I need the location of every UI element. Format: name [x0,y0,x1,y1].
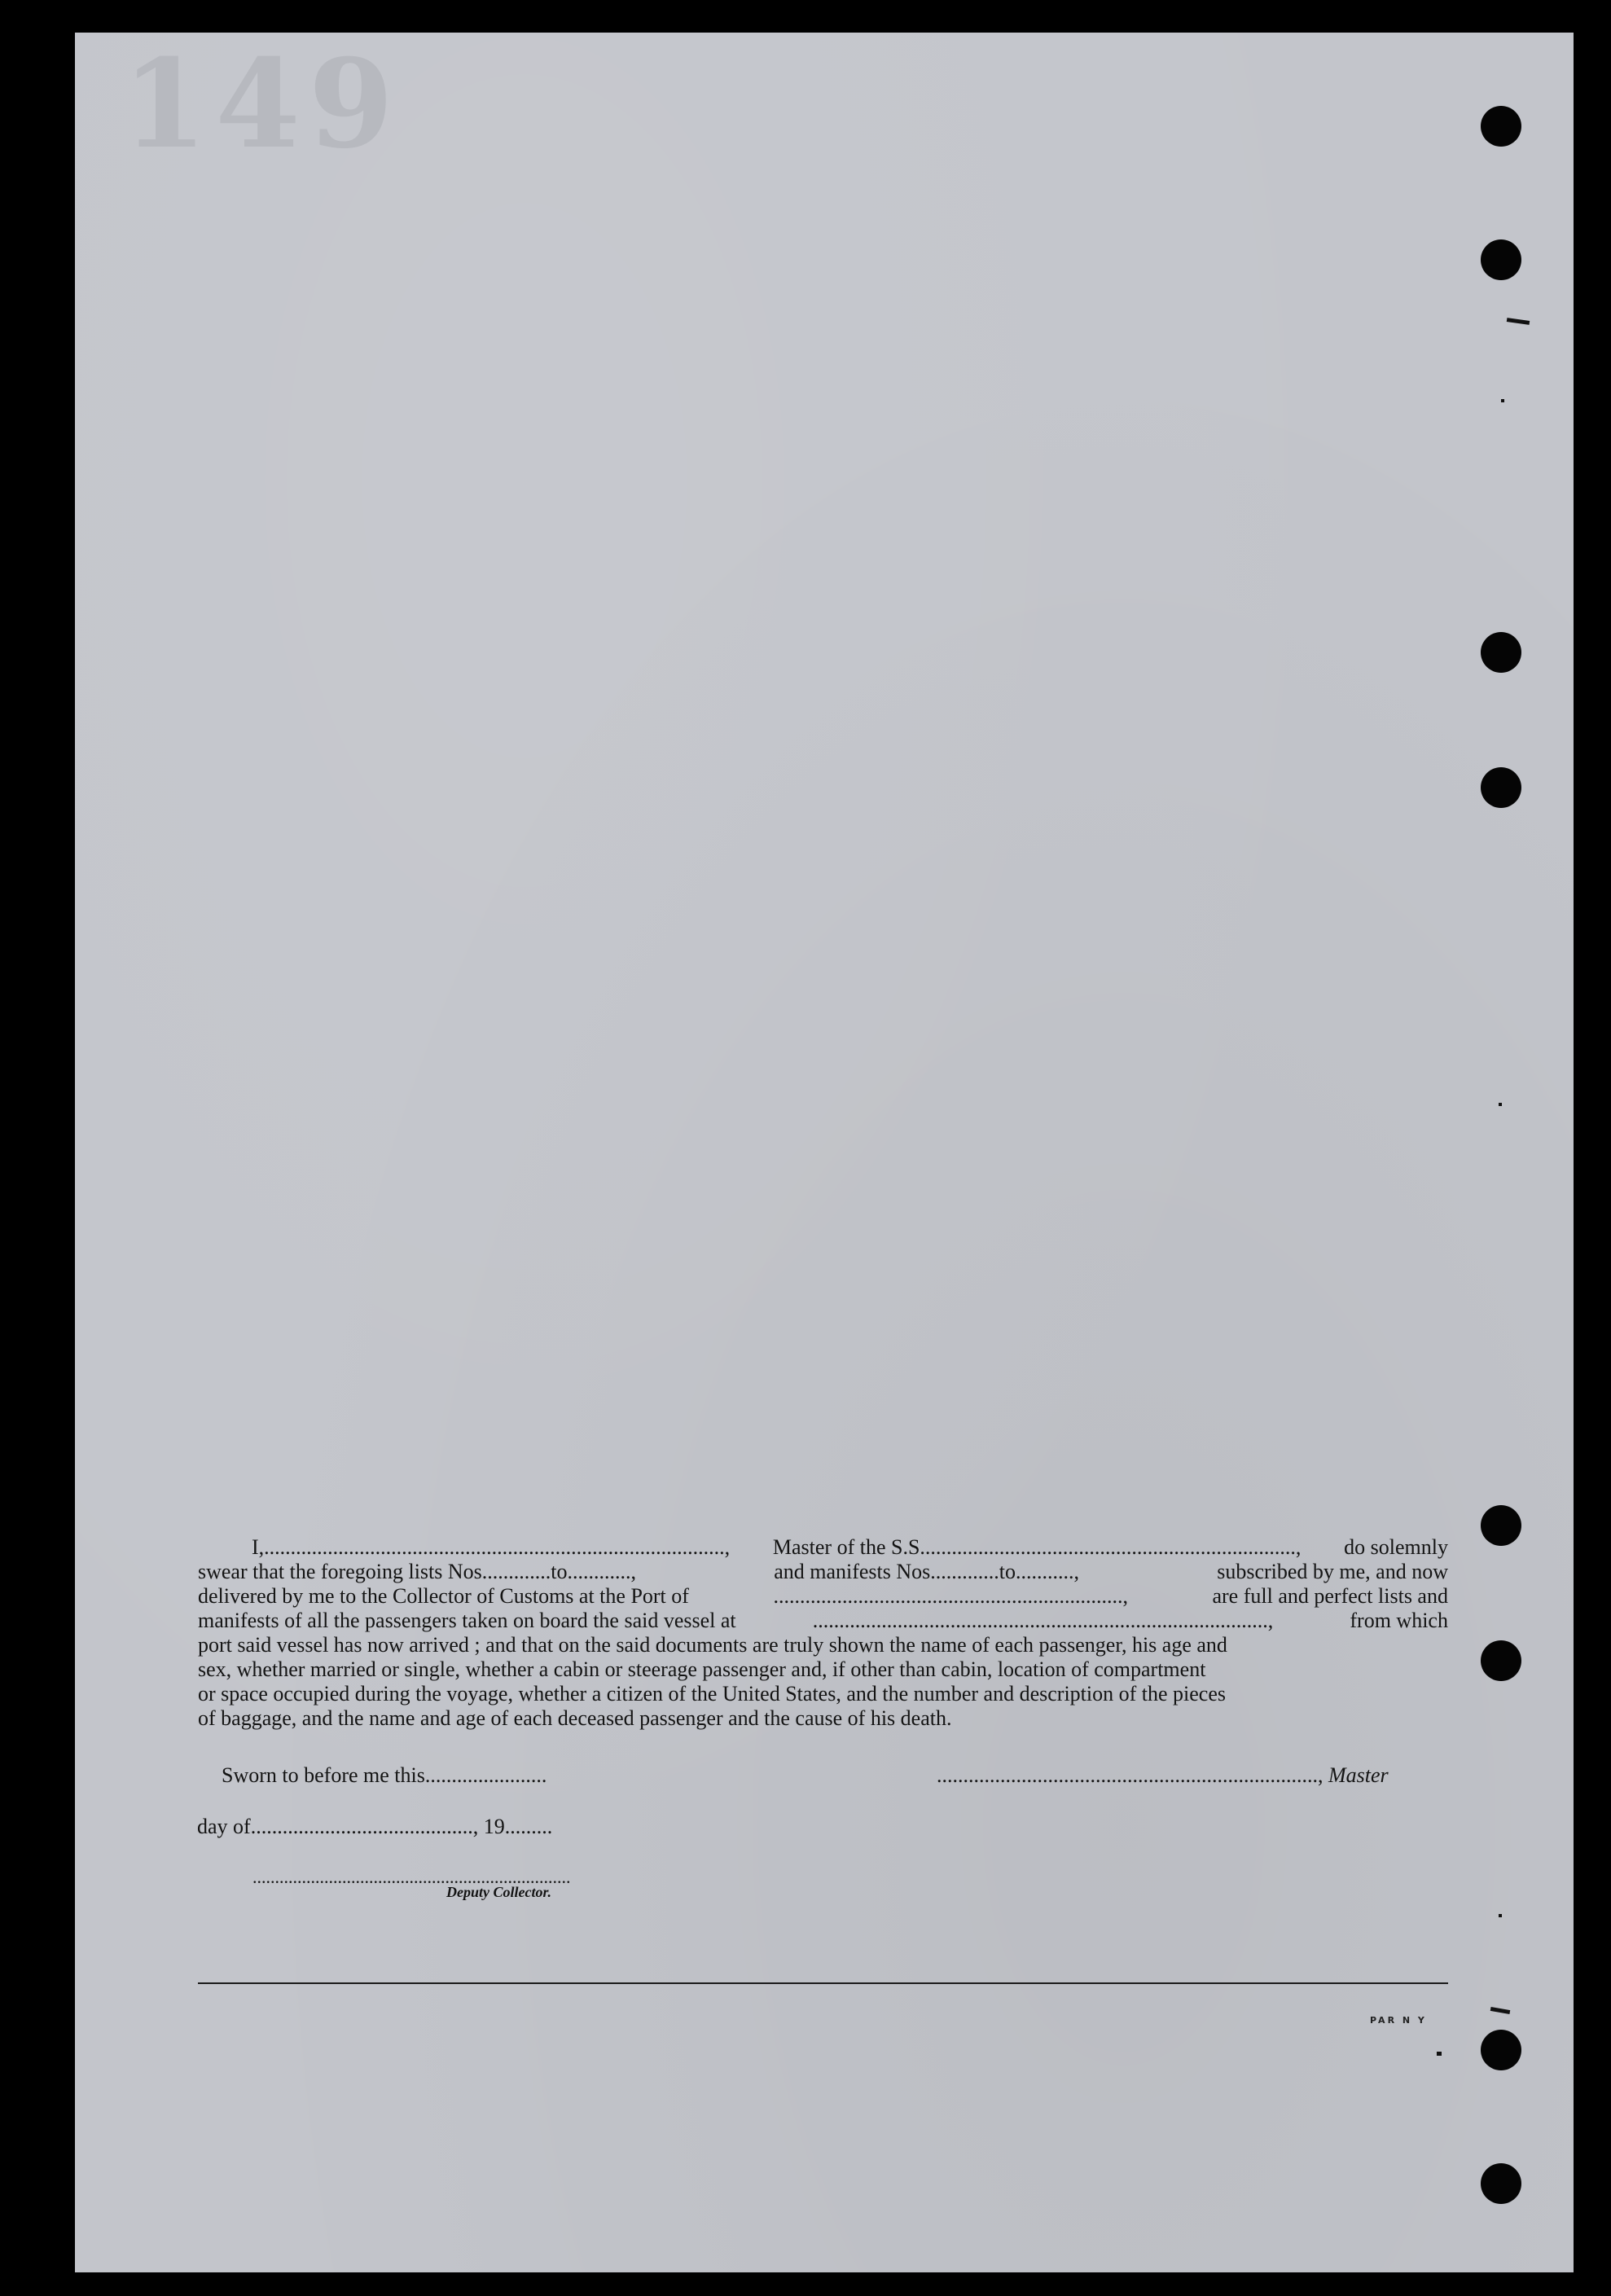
punch-hole [1481,1640,1521,1681]
punch-hole [1481,1505,1521,1546]
day-of-date-field: day of.........................................., 19......... [197,1815,553,1838]
punch-hole [1481,632,1521,673]
oath-line-middle: and manifests Nos.............to..........., [774,1560,1080,1583]
oath-line-right: subscribed by me, and now [1217,1560,1448,1583]
speck [1501,399,1504,402]
oath-line-right: do solemnly [1344,1535,1448,1559]
oath-line-left: manifests of all the passengers taken on board the said vessel at [198,1609,736,1632]
oath-line-middle: .................................................................., [773,1584,1128,1608]
speck [1499,1914,1502,1917]
master-signature-field [937,1763,1389,1788]
oath-line-left: I,......................................................................................., [252,1535,731,1559]
oath-line-text: of baggage, and the name and age of each deceased passenger and the cause of his death. [198,1706,952,1730]
oath-line-right: from which [1350,1609,1448,1632]
deputy-collector-label: Deputy Collector. [446,1884,551,1900]
oath-line-text: or space occupied during the voyage, whether a citizen of the United States, and the number and description of the pieces [198,1682,1227,1706]
oath-line-text: port said vessel has now arrived ; and that on the said documents are truly shown the name of each passenger, his age and [198,1633,1227,1657]
oath-line [198,1609,1448,1633]
speck [1499,1103,1502,1106]
oath-line [198,1657,1448,1682]
punch-hole [1481,2163,1521,2204]
master-signature-dots: ........................................................................, [937,1763,1323,1787]
punch-hole [1481,2030,1521,2070]
oath-line [198,1682,1448,1706]
oath-line-middle: Master of the S.S......................................................................., [772,1535,1302,1559]
deputy-collector-signature-dots: ....................................................................... [252,1867,571,1887]
oath-line [198,1633,1448,1657]
punch-hole [1481,106,1521,147]
printer-mark: PAR N Y [1370,2015,1427,2026]
punch-hole [1481,239,1521,280]
paper-sheet [75,33,1574,2272]
master-label: Master [1328,1763,1389,1787]
master-oath-paragraph [198,1535,1448,1731]
punch-hole [1481,767,1521,808]
oath-line [198,1584,1448,1609]
horizontal-rule [198,1982,1448,1984]
oath-line-right: are full and perfect lists and [1212,1584,1448,1608]
oath-line-middle: ......................................................................................, [812,1609,1274,1632]
oath-line-left: swear that the foregoing lists Nos.............to............, [198,1560,636,1583]
oath-line-text: sex, whether married or single, whether a cabin or steerage passenger and, if other than cabin, location of compartment [198,1657,1206,1681]
speck [1437,2052,1442,2056]
sworn-before-me-field: Sworn to before me this....................... [222,1763,547,1787]
oath-line [198,1535,1448,1560]
oath-line [198,1706,1448,1731]
faint-bleed-through-number: 149 [122,33,402,176]
oath-line [198,1560,1448,1584]
oath-line-left: delivered by me to the Collector of Customs at the Port of [198,1584,689,1608]
